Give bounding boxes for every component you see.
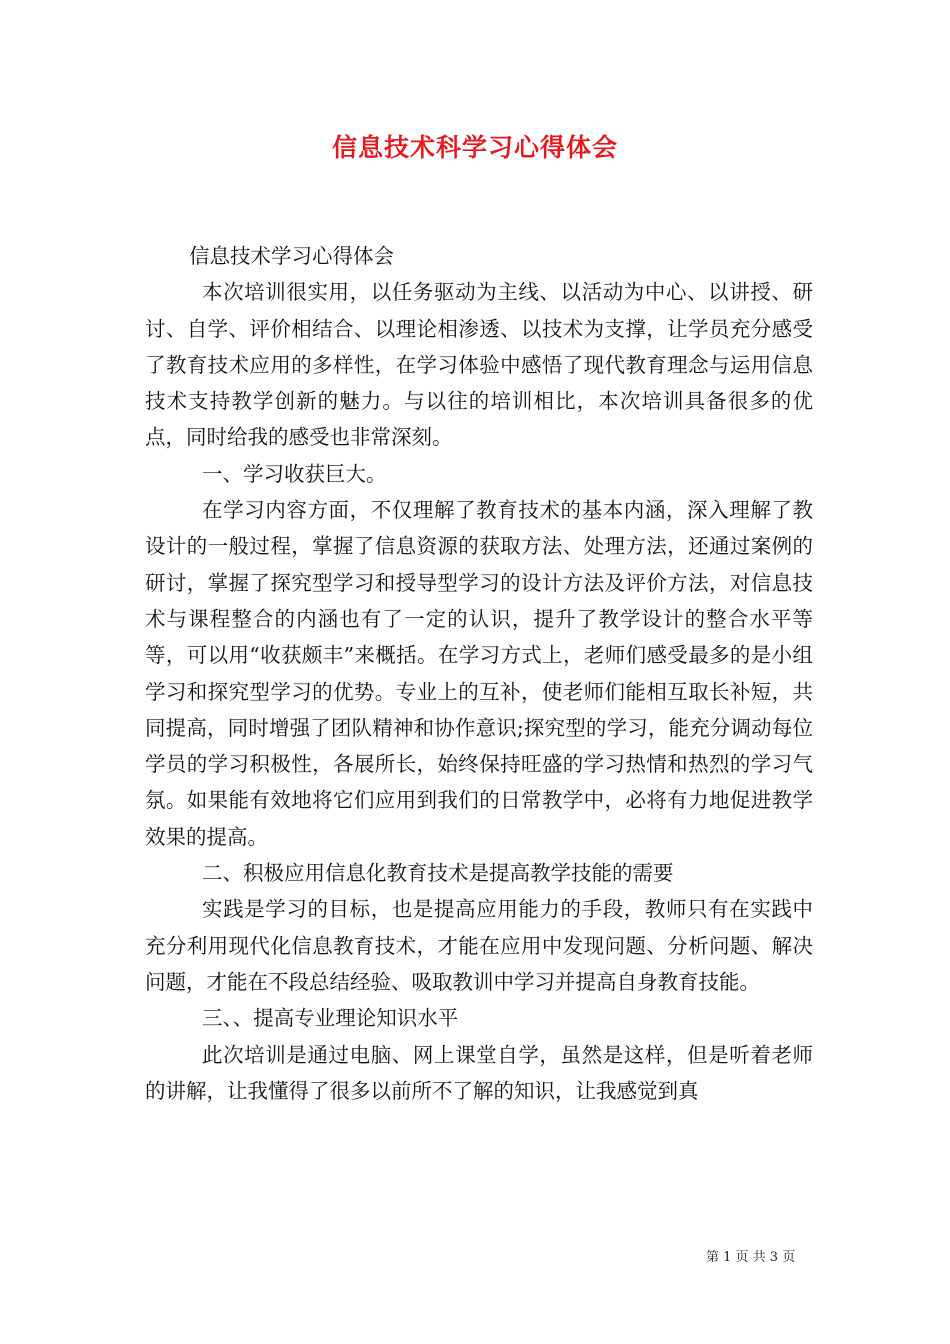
section-heading-1: 一、学习收获巨大。: [202, 461, 387, 486]
paragraph-intro: 本次培训很实用，以任务驱动为主线、以活动为中心、以讲授、研讨、自学、评价相结合、以理论相渗透、以技术为支撑，让学员充分感受了教育技术应用的多样性，在学习体验中感悟了现代教育理念与运用信息技术支持教学创新的魅力。与以往的培训相比，本次培训具备很多的优点，同时给我的感受也非常深刻。: [145, 280, 813, 450]
paragraph-section-3: 此次培训是通过电脑、网上课堂自学，虽然是这样，但是听着老师的讲解，让我懂得了很多以前所不了解的知识，让我感觉到真: [145, 1042, 813, 1103]
page-number-footer: 第 1 页 共 3 页: [706, 1250, 796, 1265]
document-title: 信息技术科学习心得体会: [331, 133, 618, 162]
document-subtitle: 信息技术学习心得体会: [189, 244, 394, 268]
document-body: [145, 238, 813, 1109]
section-heading-2: 二、积极应用信息化教育技术是提高教学技能的需要: [202, 861, 674, 886]
paragraph-section-1: 在学习内容方面，不仅理解了教育技术的基本内涵，深入理解了教设计的一般过程，掌握了信息资源的获取方法、处理方法，还通过案例的研讨，掌握了探究型学习和授导型学习的设计方法及评价方法，对信息技术与课程整合的内涵也有了一定的认识，提升了教学设计的整合水平等等，可以用“收获颇丰”来概括。在学习方式上，老师们感受最多的是小组学习和探究型学习的优势。专业上的互补，使老师们能相互取长补短，共同提高，同时增强了团队精神和协作意识;探究型的学习，能充分调动每位学员的学习积极性，各展所长，始终保持旺盛的学习热情和热烈的学习气氛。如果能有效地将它们应用到我们的日常教学中，必将有力地促进教学效果的提高。: [145, 498, 813, 849]
section-heading-3: 三、、提高专业理论知识水平: [202, 1006, 459, 1031]
paragraph-section-2: 实践是学习的目标，也是提高应用能力的手段，教师只有在实践中充分利用现代化信息教育技术，才能在应用中发现问题、分析问题、解决问题，才能在不段总结经验、吸取教训中学习并提高自身教育技能。: [145, 897, 813, 994]
